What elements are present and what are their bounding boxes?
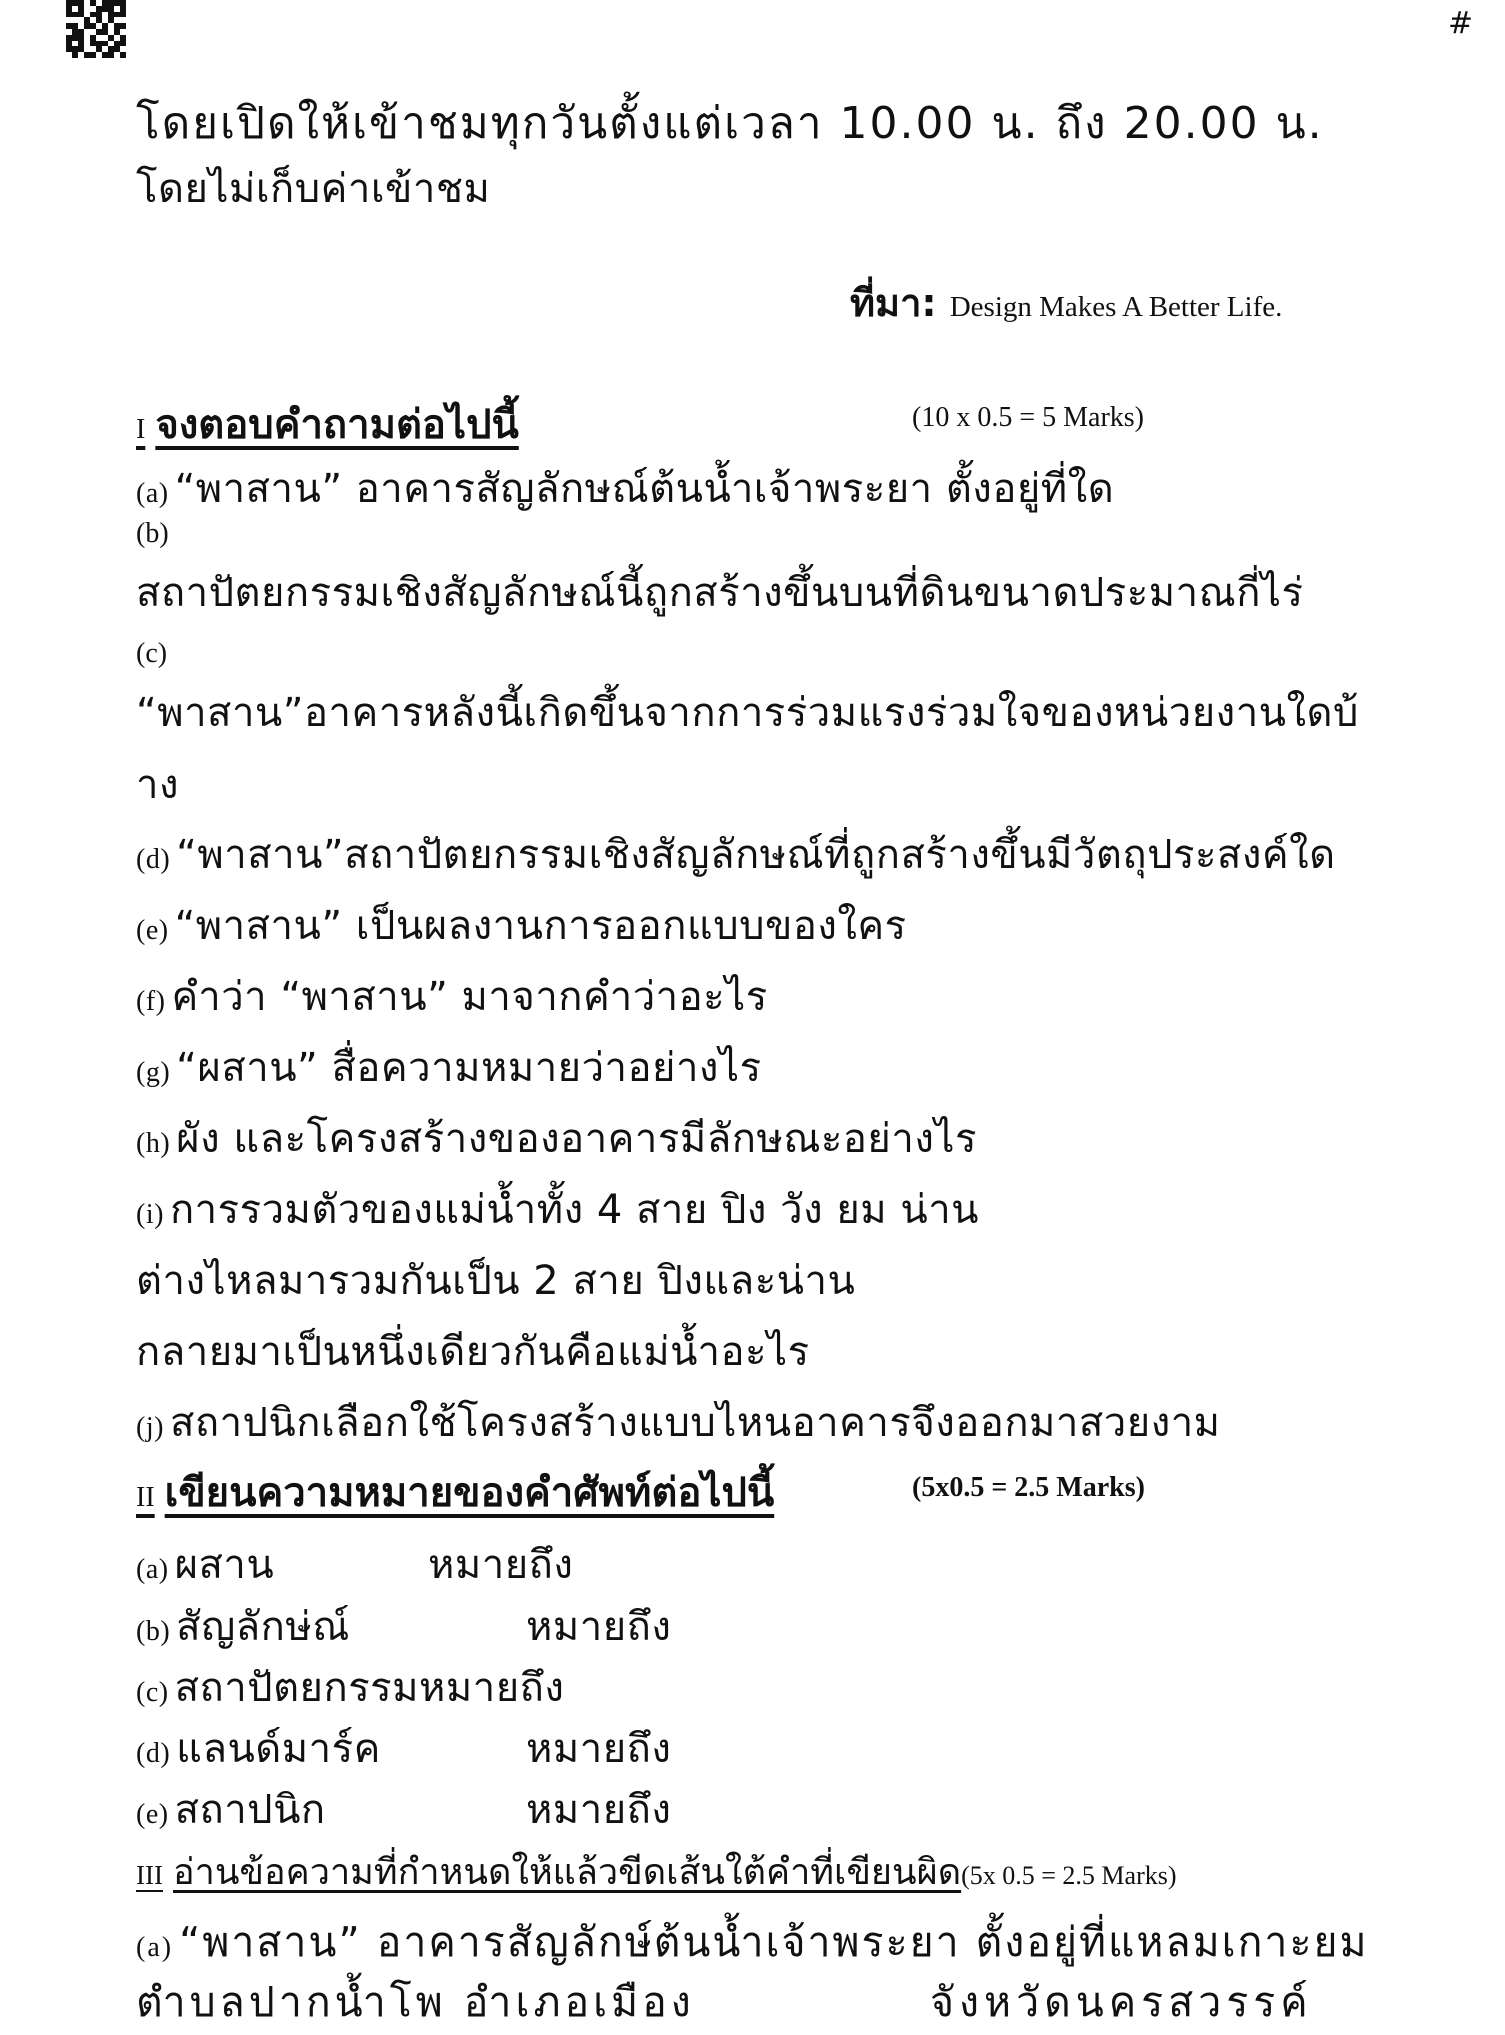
term-b: (b) สัญลักษ่ณ์: [136, 1604, 350, 1650]
question-i-cont-1: ต่างไหลมารวมกันเป็น 2 สาย ปิงและน่าน: [136, 1258, 856, 1304]
question-c-text: “พาสาน”อาคารหลังนี้เกิดขึ้นจากการร่วมแรงร่วมใจของหน่วยงานใดบ้: [136, 690, 1359, 736]
section-2-roman: II: [136, 1482, 155, 1513]
section-1-heading: [136, 392, 519, 456]
source-line: [850, 272, 1282, 333]
question-e: (e) “พาสาน” เป็นผลงานการออกแบบของใคร: [136, 903, 907, 949]
question-g: (g) “ผสาน” สื่อความหมายว่าอย่างไร: [136, 1045, 762, 1091]
section-2-heading: [136, 1460, 774, 1524]
term-b-meaning: หมายถึง: [526, 1604, 672, 1650]
term-d-meaning: หมายถึง: [526, 1726, 672, 1772]
source-label: ที่มา:: [850, 281, 937, 325]
page-hash-mark: #: [1448, 6, 1474, 41]
section-3-roman: III: [136, 1860, 163, 1890]
section-3-heading: [136, 1843, 1177, 1900]
term-e-meaning: หมายถึง: [526, 1787, 672, 1833]
qr-code: [66, 0, 126, 58]
section-2-title: เขียนความหมายของคำศัพท์ต่อไปนี้: [164, 1470, 775, 1516]
section-3-title: อ่านข้อความที่กำหนดให้แล้วขีดเส้นใต้คำที่เขียนผิด: [172, 1852, 962, 1893]
term-e: (e) สถาปนิก: [136, 1787, 326, 1833]
question-b-text: สถาปัตยกรรมเชิงสัญลักษณ์นี้ถูกสร้างขึ้นบนที่ดินขนาดประมาณกี่ไร่: [136, 570, 1304, 616]
term-a: (a) ผสาน: [136, 1542, 275, 1588]
question-b-label: (b): [136, 518, 169, 549]
question-i: (i) การรวมตัวของแม่น้ำทั้ง 4 สาย ปิง วัง ยม น่าน: [136, 1187, 980, 1233]
intro-line-2: โดยไม่เก็บค่าเข้าชม: [136, 166, 491, 212]
question-f: (f) คำว่า “พาสาน” มาจากคำว่าอะไร: [136, 974, 768, 1020]
question-j: (j) สถาปนิกเลือกใช้โครงสร้างแบบไหนอาคารจึงออกมาสวยงาม: [136, 1400, 1221, 1446]
term-d: (d) แลนด์มาร์ค: [136, 1726, 381, 1772]
item-a: (a) “พาสาน” อาคารสัญลักษ์ต้นน้ำเจ้าพระยา ตั้งอยู่ที่แหลมเกาะยม: [136, 1918, 1369, 1966]
item-a-cont: ตำบลปากน้ำโพ อำเภอเมือง: [136, 1978, 695, 2026]
item-a-province: จังหวัดนครสวรรค์: [930, 1978, 1313, 2026]
intro-line-1: โดยเปิดให้เข้าชมทุกวันตั้งแต่เวลา 10.00 น. ถึง 20.00 น.: [136, 98, 1324, 149]
question-c-text-cont: าง: [136, 762, 179, 808]
section-3-marks: (5x 0.5 = 2.5 Marks): [961, 1861, 1177, 1890]
source-text: Design Makes A Better Life.: [949, 291, 1283, 323]
section-2-marks: (5x0.5 = 2.5 Marks): [912, 1472, 1145, 1503]
question-c-label: (c): [136, 638, 168, 669]
question-a: (a) “พาสาน” อาคารสัญลักษณ์ต้นน้ำเจ้าพระยา ตั้งอยู่ที่ใด: [136, 466, 1115, 512]
section-1-roman: I: [136, 414, 146, 445]
question-h: (h) ผัง และโครงสร้างของอาคารมีลักษณะอย่างไร: [136, 1116, 977, 1162]
term-a-meaning: หมายถึง: [428, 1542, 574, 1588]
section-1-title: จงตอบคำถามต่อไปนี้: [155, 402, 519, 448]
term-c: (c) สถาปัตยกรรมหมายถึง: [136, 1665, 565, 1711]
question-d: (d) “พาสาน”สถาปัตยกรรมเชิงสัญลักษณ์ที่ถูกสร้างขึ้นมีวัตถุประสงค์ใด: [136, 832, 1336, 878]
section-1-marks: (10 x 0.5 = 5 Marks): [912, 402, 1144, 433]
question-i-cont-2: กลายมาเป็นหนึ่งเดียวกันคือแม่น้ำอะไร: [136, 1329, 810, 1375]
